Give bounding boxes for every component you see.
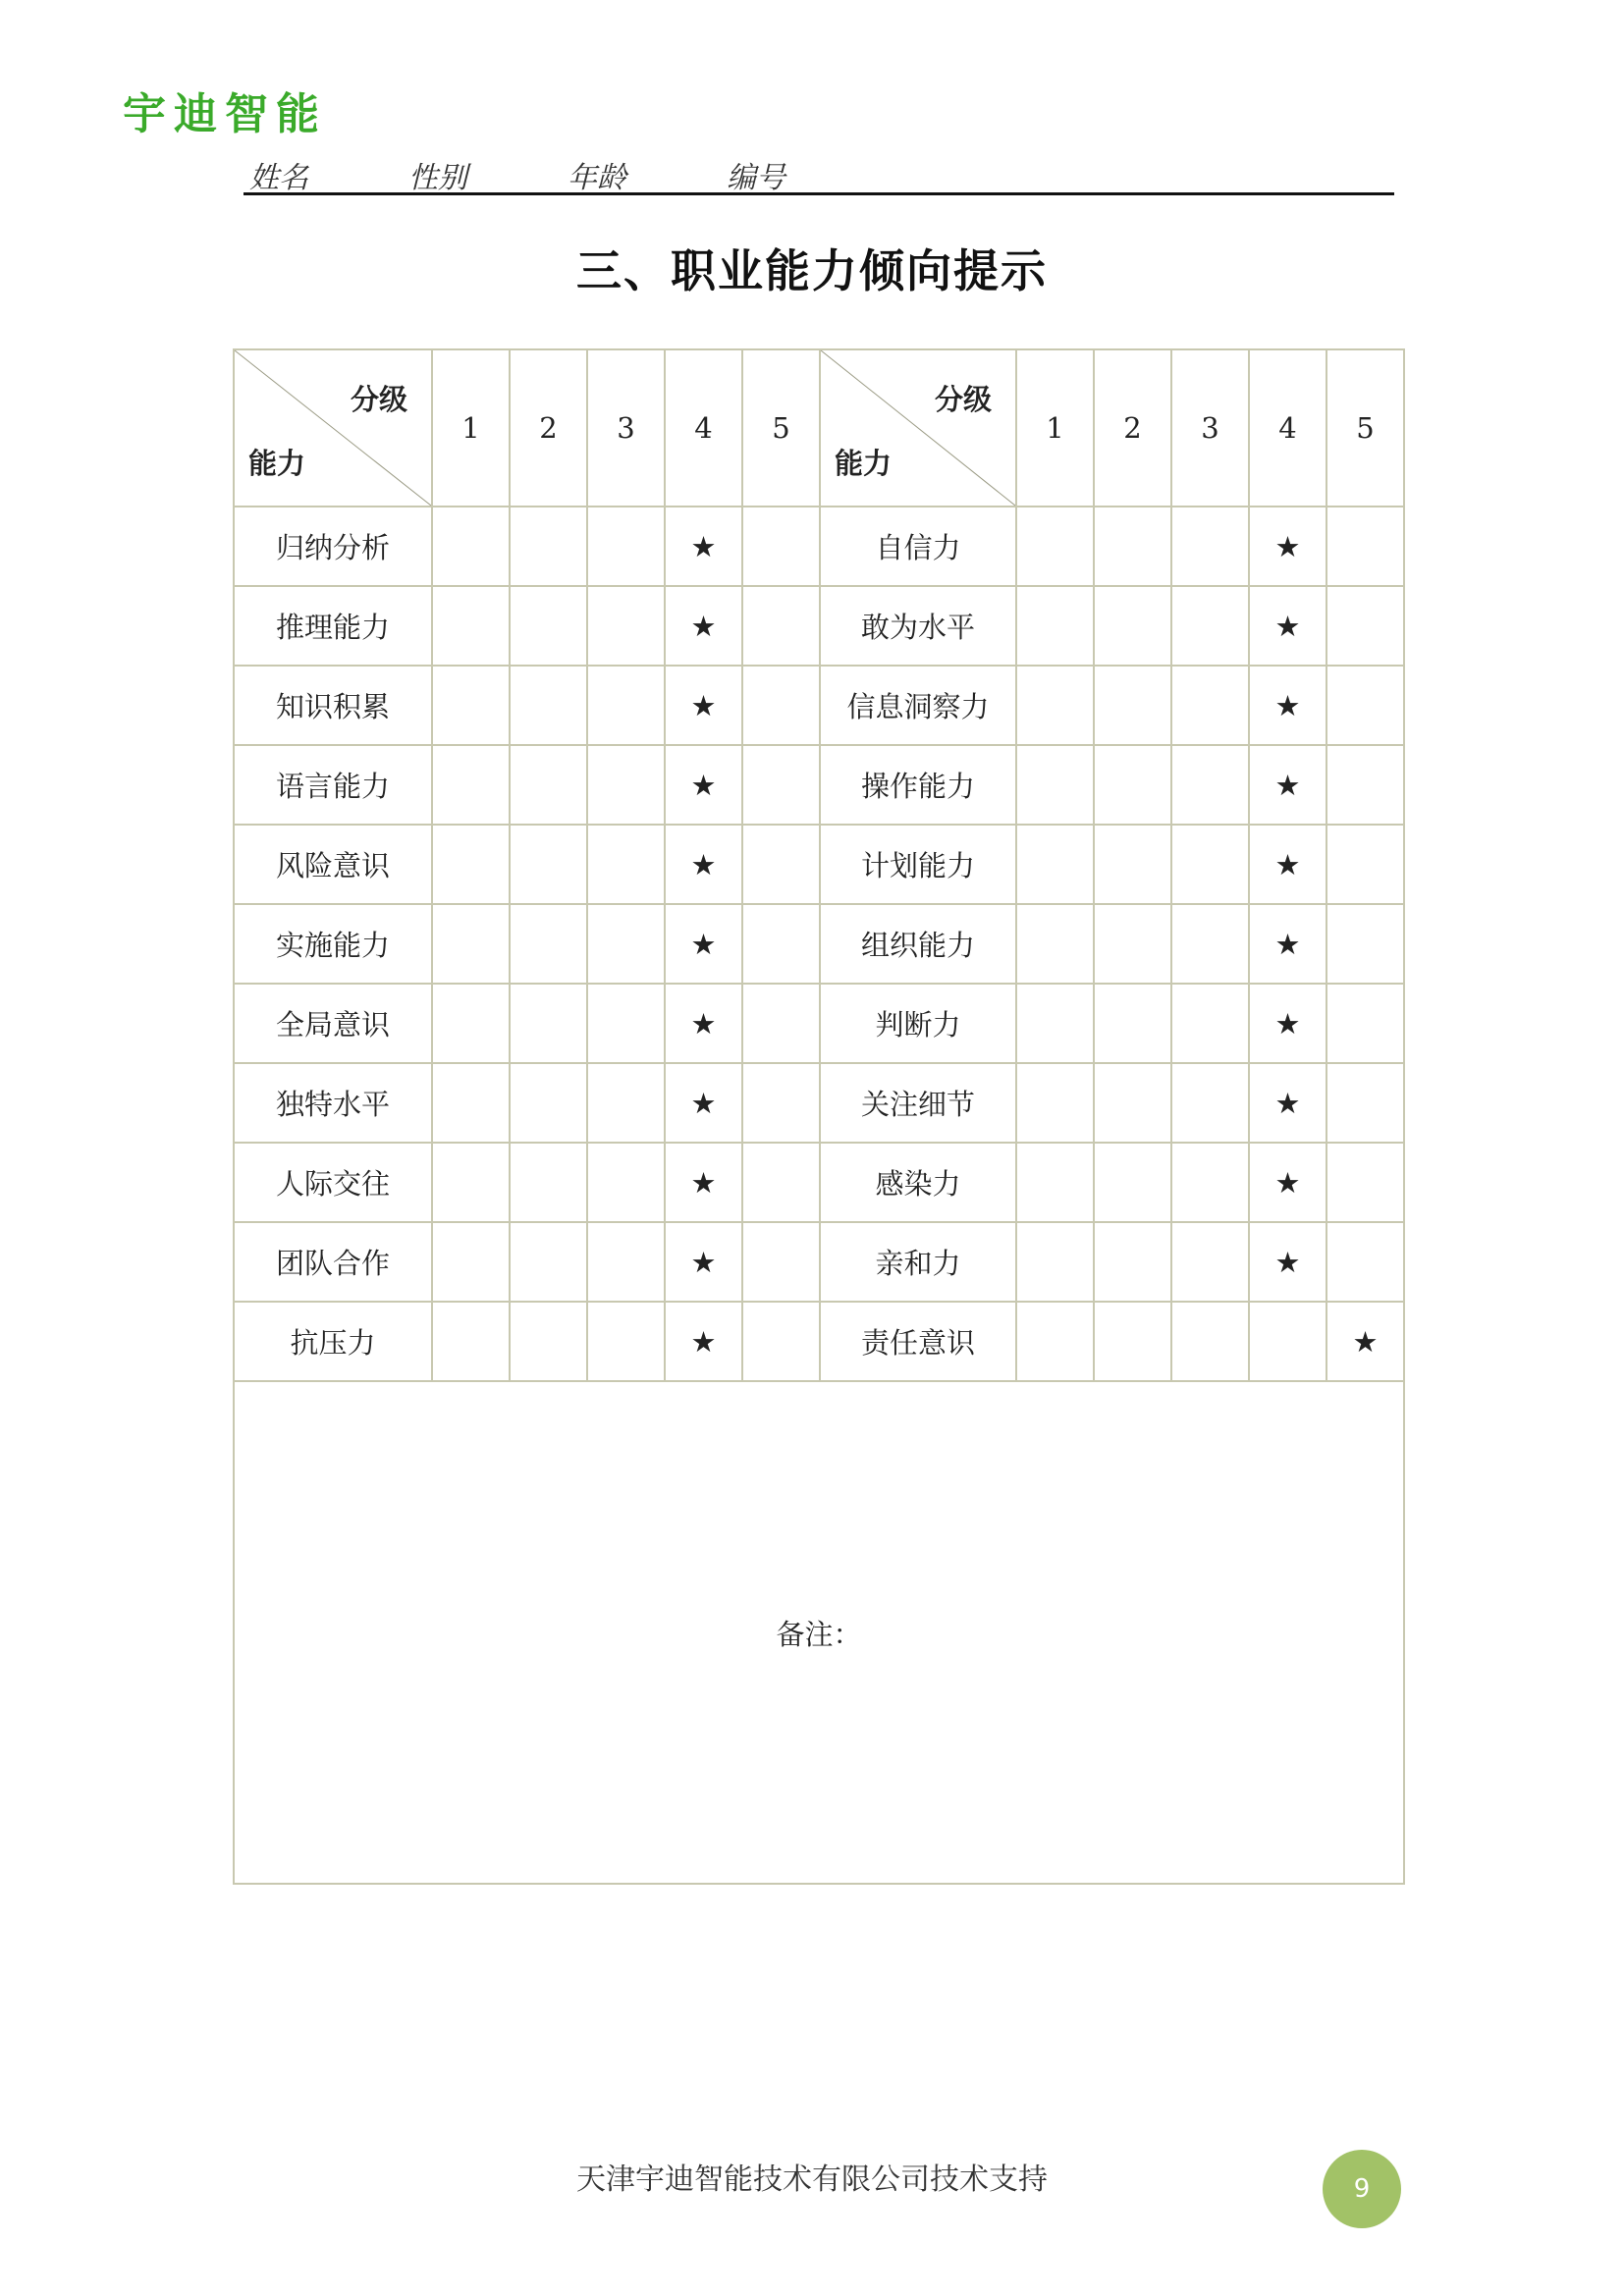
rating-empty-cell (432, 666, 510, 745)
rating-empty-cell (1249, 1302, 1326, 1381)
rating-empty-cell (1016, 1143, 1094, 1222)
level-header: 1 (1016, 349, 1094, 507)
ability-label: 能力 (835, 447, 893, 480)
ability-name-right: 操作能力 (820, 745, 1016, 825)
diagonal-header-cell-right (820, 349, 1016, 507)
rating-star-cell: ★ (665, 1222, 742, 1302)
rating-empty-cell (587, 1063, 665, 1143)
ability-label: 能力 (248, 447, 306, 480)
rating-star-cell: ★ (665, 984, 742, 1063)
ability-name-left: 实施能力 (234, 904, 432, 984)
notes-cell (234, 1381, 1404, 1884)
rating-star-cell: ★ (1326, 1302, 1404, 1381)
ability-name-left: 全局意识 (234, 984, 432, 1063)
rating-empty-cell (1016, 666, 1094, 745)
level-header: 5 (1326, 349, 1404, 507)
rating-star-cell: ★ (1249, 1063, 1326, 1143)
ability-name-right: 信息洞察力 (820, 666, 1016, 745)
level-header: 5 (742, 349, 820, 507)
rating-empty-cell (432, 1222, 510, 1302)
id-field-label: 编号 (727, 161, 785, 195)
table-row (234, 904, 1404, 984)
table-row (234, 1063, 1404, 1143)
rating-star-cell: ★ (665, 825, 742, 904)
rating-empty-cell (1326, 1063, 1404, 1143)
rating-empty-cell (432, 1143, 510, 1222)
rating-empty-cell (1016, 984, 1094, 1063)
rating-empty-cell (587, 507, 665, 586)
table-row (234, 825, 1404, 904)
rating-empty-cell (1171, 1302, 1249, 1381)
rating-empty-cell (587, 1143, 665, 1222)
rating-star-cell: ★ (665, 1143, 742, 1222)
rating-empty-cell (510, 507, 587, 586)
rating-empty-cell (1326, 586, 1404, 666)
rating-empty-cell (742, 904, 820, 984)
rating-empty-cell (1094, 1302, 1171, 1381)
rating-empty-cell (1094, 1063, 1171, 1143)
rating-empty-cell (1326, 825, 1404, 904)
rating-empty-cell (1171, 666, 1249, 745)
ability-name-left: 语言能力 (234, 745, 432, 825)
rating-star-cell: ★ (1249, 825, 1326, 904)
age-field-label: 年龄 (568, 161, 626, 195)
rating-empty-cell (510, 586, 587, 666)
rating-empty-cell (1171, 984, 1249, 1063)
grade-label: 分级 (350, 383, 407, 416)
ability-name-left: 团队合作 (234, 1222, 432, 1302)
rating-empty-cell (432, 1302, 510, 1381)
rating-empty-cell (742, 1222, 820, 1302)
rating-empty-cell (1016, 904, 1094, 984)
level-header: 4 (1249, 349, 1326, 507)
rating-empty-cell (1326, 904, 1404, 984)
ability-name-right: 自信力 (820, 507, 1016, 586)
rating-empty-cell (587, 666, 665, 745)
rating-empty-cell (1171, 1143, 1249, 1222)
rating-empty-cell (432, 984, 510, 1063)
rating-empty-cell (510, 904, 587, 984)
rating-empty-cell (1094, 586, 1171, 666)
rating-empty-cell (510, 1143, 587, 1222)
rating-empty-cell (1171, 1063, 1249, 1143)
rating-empty-cell (587, 586, 665, 666)
rating-star-cell: ★ (665, 904, 742, 984)
rating-empty-cell (742, 586, 820, 666)
personal-info-line (244, 147, 1394, 195)
rating-star-cell: ★ (1249, 745, 1326, 825)
rating-empty-cell (742, 1063, 820, 1143)
rating-empty-cell (1094, 984, 1171, 1063)
rating-empty-cell (510, 825, 587, 904)
rating-empty-cell (587, 1302, 665, 1381)
rating-empty-cell (1016, 745, 1094, 825)
rating-empty-cell (432, 1063, 510, 1143)
grade-label: 分级 (934, 383, 992, 416)
ability-name-right: 组织能力 (820, 904, 1016, 984)
ability-name-right: 关注细节 (820, 1063, 1016, 1143)
level-header: 2 (510, 349, 587, 507)
ability-table (233, 348, 1405, 1885)
rating-empty-cell (1094, 904, 1171, 984)
rating-empty-cell (1094, 825, 1171, 904)
ability-name-right: 责任意识 (820, 1302, 1016, 1381)
table-row (234, 666, 1404, 745)
ability-name-right: 计划能力 (820, 825, 1016, 904)
level-header: 3 (1171, 349, 1249, 507)
rating-empty-cell (587, 1222, 665, 1302)
diagonal-line (235, 350, 431, 506)
rating-empty-cell (1326, 984, 1404, 1063)
ability-name-right: 亲和力 (820, 1222, 1016, 1302)
rating-empty-cell (1016, 507, 1094, 586)
rating-empty-cell (1171, 1222, 1249, 1302)
rating-empty-cell (742, 984, 820, 1063)
rating-empty-cell (1094, 666, 1171, 745)
footer-text: 天津宇迪智能技术有限公司技术支持 (576, 2163, 1048, 2197)
ability-name-right: 感染力 (820, 1143, 1016, 1222)
rating-star-cell: ★ (1249, 586, 1326, 666)
rating-star-cell: ★ (665, 666, 742, 745)
ability-name-left: 人际交往 (234, 1143, 432, 1222)
rating-star-cell: ★ (665, 1063, 742, 1143)
rating-empty-cell (1016, 1222, 1094, 1302)
ability-name-left: 独特水平 (234, 1063, 432, 1143)
table-row (234, 1143, 1404, 1222)
company-logo: 宇迪智能 (123, 89, 327, 139)
rating-empty-cell (1094, 1143, 1171, 1222)
table-row (234, 745, 1404, 825)
rating-empty-cell (1094, 507, 1171, 586)
rating-empty-cell (742, 1302, 820, 1381)
table-row (234, 984, 1404, 1063)
level-header: 4 (665, 349, 742, 507)
rating-empty-cell (432, 586, 510, 666)
rating-star-cell: ★ (1249, 666, 1326, 745)
table-row (234, 586, 1404, 666)
rating-star-cell: ★ (1249, 507, 1326, 586)
rating-empty-cell (1171, 745, 1249, 825)
rating-empty-cell (1171, 507, 1249, 586)
rating-empty-cell (742, 825, 820, 904)
table-row (234, 507, 1404, 586)
rating-star-cell: ★ (1249, 1143, 1326, 1222)
rating-empty-cell (432, 745, 510, 825)
rating-star-cell: ★ (665, 507, 742, 586)
rating-empty-cell (510, 1063, 587, 1143)
gender-field-label: 性别 (408, 161, 467, 195)
rating-star-cell: ★ (665, 586, 742, 666)
ability-name-left: 抗压力 (234, 1302, 432, 1381)
rating-empty-cell (1326, 1222, 1404, 1302)
rating-empty-cell (742, 666, 820, 745)
rating-star-cell: ★ (1249, 1222, 1326, 1302)
rating-empty-cell (1326, 666, 1404, 745)
table-header-row (234, 349, 1404, 507)
rating-empty-cell (1094, 745, 1171, 825)
ability-name-right: 判断力 (820, 984, 1016, 1063)
ability-name-left: 风险意识 (234, 825, 432, 904)
rating-empty-cell (1171, 586, 1249, 666)
rating-empty-cell (432, 904, 510, 984)
rating-empty-cell (587, 904, 665, 984)
diagonal-header-cell-left (234, 349, 432, 507)
level-header: 1 (432, 349, 510, 507)
page-number-badge: 9 (1323, 2150, 1401, 2228)
rating-empty-cell (587, 984, 665, 1063)
rating-empty-cell (742, 745, 820, 825)
rating-empty-cell (1326, 507, 1404, 586)
name-field-label: 姓名 (249, 161, 308, 195)
rating-empty-cell (587, 825, 665, 904)
rating-empty-cell (510, 984, 587, 1063)
diagonal-line (821, 350, 1015, 506)
rating-empty-cell (1326, 1143, 1404, 1222)
ability-name-left: 知识积累 (234, 666, 432, 745)
rating-star-cell: ★ (1249, 984, 1326, 1063)
rating-empty-cell (742, 507, 820, 586)
rating-empty-cell (1326, 745, 1404, 825)
rating-empty-cell (432, 825, 510, 904)
rating-empty-cell (1094, 1222, 1171, 1302)
level-header: 3 (587, 349, 665, 507)
ability-name-right: 敢为水平 (820, 586, 1016, 666)
rating-star-cell: ★ (665, 1302, 742, 1381)
rating-empty-cell (1016, 586, 1094, 666)
table-row (234, 1222, 1404, 1302)
rating-empty-cell (510, 745, 587, 825)
rating-empty-cell (1171, 825, 1249, 904)
rating-empty-cell (1171, 904, 1249, 984)
page-title: 三、职业能力倾向提示 (576, 244, 1048, 297)
rating-empty-cell (1016, 1302, 1094, 1381)
level-header: 2 (1094, 349, 1171, 507)
rating-empty-cell (587, 745, 665, 825)
rating-empty-cell (510, 1302, 587, 1381)
rating-star-cell: ★ (665, 745, 742, 825)
rating-empty-cell (510, 666, 587, 745)
rating-empty-cell (742, 1143, 820, 1222)
rating-empty-cell (510, 1222, 587, 1302)
table-row (234, 1302, 1404, 1381)
rating-star-cell: ★ (1249, 904, 1326, 984)
rating-empty-cell (1016, 825, 1094, 904)
ability-name-left: 归纳分析 (234, 507, 432, 586)
rating-empty-cell (1016, 1063, 1094, 1143)
ability-name-left: 推理能力 (234, 586, 432, 666)
rating-empty-cell (432, 507, 510, 586)
notes-label: 备注： (776, 1617, 862, 1651)
